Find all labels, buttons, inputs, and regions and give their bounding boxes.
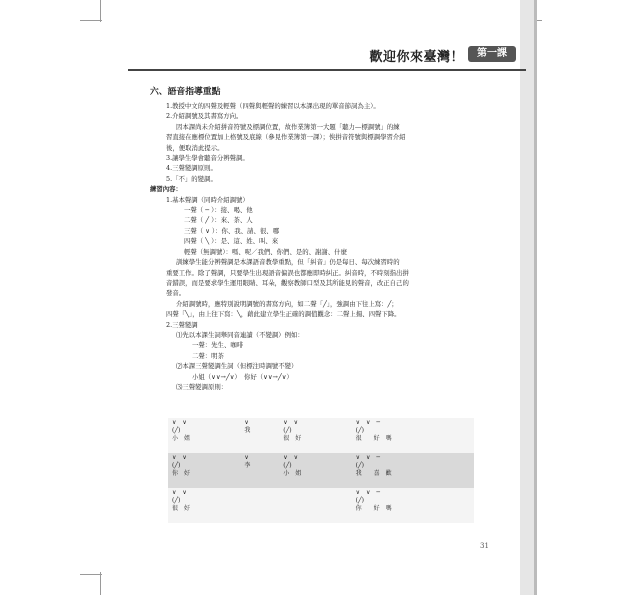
crop-mark [100,572,101,595]
list-item: 二聲：明茶 [192,351,224,360]
syllables: 我 [244,427,251,434]
section-heading: 六、語音指導重點 [150,87,221,97]
list-item: 四聲（ ╲ ）：是、這、姓、叫、來 [184,237,279,246]
syllables: 很 好 [172,505,191,512]
crop-mark [80,574,102,575]
tone-marks: ∨ [244,419,249,426]
list-item: 因本課尚未介紹拼音符號及標調位置，故作業簿第一大題「聽力—標調號」的練 [176,122,400,131]
tone-marks: ∨ ∨ ─ [355,489,381,496]
sandhi-mark: (╱) [355,497,364,504]
list-item: ⑵本課三聲變調生詞（但標注時調號不變） [176,362,298,371]
syllables: 很 好 嗎 [355,435,392,442]
table-row [168,488,474,523]
table-cell [352,488,474,523]
tone-marks: ∨ ∨ [172,454,187,461]
header-rule [128,69,526,71]
paragraph-line: 音錯誤，而是要求學生運用眼睛、耳朵，觀察教師口型及其所能見的聲音，改正自己的 [166,278,409,287]
list-item: 3.讓學生學會聽音分辨聲調。 [166,154,249,163]
table-cell [240,453,279,488]
list-item: 後，便取消此提示。 [166,143,224,152]
sandhi-mark: (╱) [172,462,181,469]
list-item: 一聲：先生、咖啡 [192,341,244,350]
tone-marks: ∨ ∨ [283,454,299,461]
paragraph-line: 訓練學生能分辨聲調是本課語音教學重點，但「糾音」仍是每日、每次練習時的 [176,258,400,267]
lesson-badge: 第一課 [468,46,516,62]
table-row [168,418,474,453]
table-row [168,453,474,488]
table-cell [168,453,240,488]
list-item: 輕聲（無調號）：嗎、呢／我們、你們、是的、謝謝、什麼 [184,247,347,256]
list-item: 三聲（ ∨ ）：你、我、請、很、哪 [184,226,280,235]
list-item: 2.三聲變調 [166,320,198,329]
tone-marks: ∨ ∨ [283,419,299,426]
list-item: 2.介紹調號及其書寫方向。 [166,112,243,121]
list-item: 4.三聲變調原則。 [166,164,217,173]
table-cell [279,488,351,523]
syllables: 很 好 [283,435,302,442]
list-item: 一聲（ ─ ）：接、喝、他 [184,206,253,215]
table-cell [240,488,279,523]
sandhi-mark: (╱) [355,462,364,469]
list-item: ⑴先以本課生詞舉同音連讀（不變調）例如： [176,330,304,339]
decor-stripe [520,0,534,595]
list-item: 5.「不」的變調。 [166,174,217,183]
list-item: 小姐（∨∨→╱∨） 你好（∨∨→╱∨） [192,372,293,381]
practice-label: 練習內容： [150,185,182,194]
page-header [128,40,526,70]
sandhi-mark: (╱) [283,427,292,434]
paragraph-line: 發音。 [166,289,186,298]
table-cell [168,488,240,523]
sandhi-mark: (╱) [172,497,181,504]
sandhi-mark: (╱) [355,427,364,434]
table-cell [279,418,351,453]
syllables: 李 [244,462,251,469]
list-item: 1.基本聲調（同時介紹調號） [166,195,249,204]
list-item: 習直接在應標位置加上格號及底線（參見作業簿第一課）；俟拼音符號與標調學習介紹 [166,133,406,142]
syllables: 你 好 [172,470,191,477]
syllables: 小 姐 [283,470,302,477]
table-cell [168,418,240,453]
syllables: 我 喜 歡 [355,470,392,477]
table-cell [352,418,474,453]
crop-mark [100,0,101,22]
crop-mark [80,20,102,21]
tone-marks: ∨ ∨ ─ [355,419,381,426]
list-item: ⑶三聲變調原則： [176,382,228,391]
tone-marks: ∨ ∨ [172,489,187,496]
paragraph-line: 介紹調號時，應特別說明調號的書寫方向，如二聲「╱」，強調由下往上寫：╱； [176,299,398,308]
list-item: 1.教授中文的四聲及輕聲（四聲與輕聲的練習以本課出現的單音節詞為主）。 [166,102,380,110]
tone-marks: ∨ [244,454,249,461]
sandhi-mark: (╱) [283,462,292,469]
paragraph-line: 重要工作。除了聲調，只要學生出現語音偏誤也都應即時糾正。糾音時，不時刻指出拼 [166,268,409,277]
sandhi-mark: (╱) [172,427,181,434]
decor-stripe [534,0,537,595]
header-title: 歡迎你來臺灣！ [369,50,464,65]
syllables: 你 好 嗎 [355,505,392,512]
tone-sandhi-table [168,418,474,523]
table-cell [279,453,351,488]
table-cell [240,418,279,453]
paragraph-line: 四聲「╲」，由上往下寫：╲，藉此建立學生正確的調值觀念：二聲上揚、四聲下降。 [166,310,401,319]
page-number: 31 [480,542,489,550]
list-item: 二聲（ ╱ ）：來、茶、人 [184,216,253,225]
tone-marks: ∨ ∨ [172,419,187,426]
main-content [150,86,480,392]
right-decor-band [520,0,640,595]
syllables: 小 姐 [172,435,191,442]
tone-marks: ∨ ∨ ─ [355,454,381,461]
table-cell [352,453,474,488]
